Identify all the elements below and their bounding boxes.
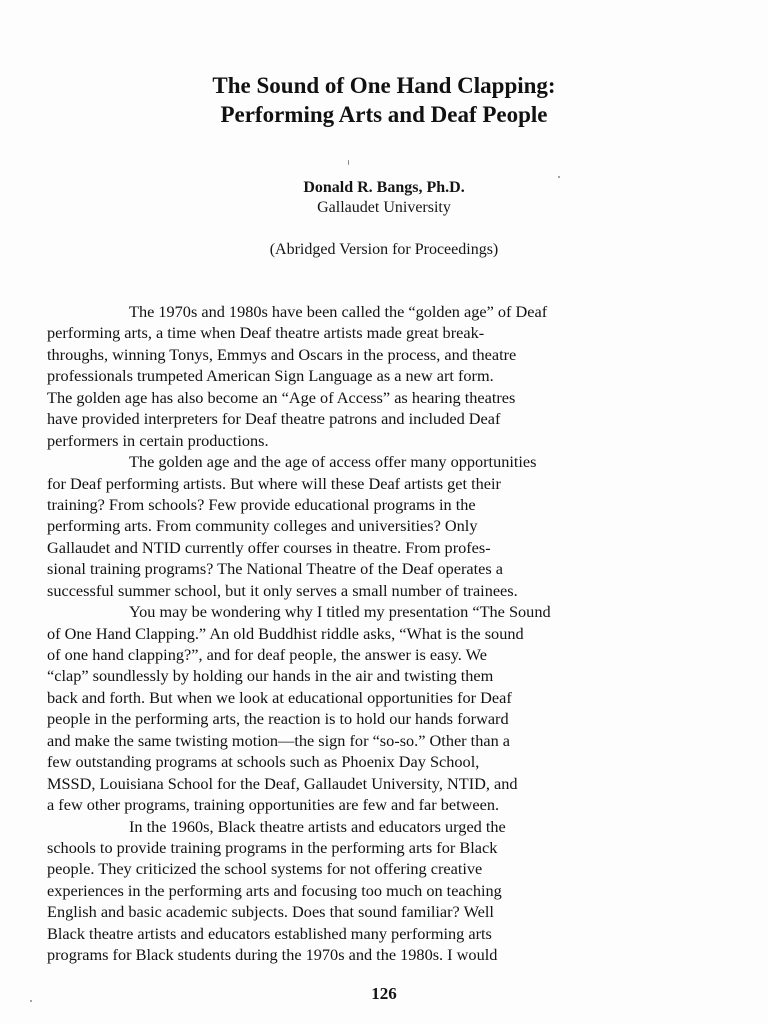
body-line: In the 1960s, Black theatre artists and educators urged the — [129, 816, 506, 836]
body-text — [47, 301, 711, 966]
body-line: professionals trumpeted American Sign Language as a new art form. — [47, 366, 494, 386]
version-note: (Abridged Version for Proceedings) — [269, 241, 499, 258]
body-line: programs for Black students during the 1970s and the 1980s. I would — [47, 945, 498, 965]
scan-speck — [348, 160, 349, 165]
body-line: experiences in the performing arts and focusing too much on teaching — [47, 880, 502, 900]
body-line: schools to provide training programs in the performing arts for Black — [47, 837, 498, 857]
body-line: people. They criticized the school systems for not offering creative — [47, 859, 483, 879]
body-line: a few other programs, training opportunities are few and far between. — [47, 795, 500, 815]
body-line: You may be wondering why I titled my presentation “The Sound — [129, 602, 551, 622]
body-line: few outstanding programs at schools such as Phoenix Day School, — [47, 752, 480, 772]
scan-speck — [558, 176, 560, 178]
body-line: people in the performing arts, the reaction is to hold our hands forward — [47, 709, 509, 729]
body-line: The 1970s and 1980s have been called the “golden age” of Deaf — [129, 302, 548, 321]
body-line: The golden age and the age of access offer many opportunities — [129, 452, 537, 472]
author-affiliation: Gallaudet University — [317, 199, 451, 216]
body-line: The golden age has also become an “Age of Access” as hearing theatres — [47, 387, 516, 407]
body-line: training? From schools? Few provide educational programs in the — [47, 494, 476, 514]
body-line: for Deaf performing artists. But where will these Deaf artists get their — [47, 473, 501, 493]
title-line-1: The Sound of One Hand Clapping: — [212, 73, 556, 98]
body-line: of One Hand Clapping.” An old Buddhist riddle asks, “What is the sound — [47, 623, 524, 643]
body-line: performing arts. From community colleges and universities? Only — [47, 516, 478, 536]
scan-speck — [30, 1000, 32, 1002]
body-line: “clap” soundlessly by holding our hands in the air and twisting them — [47, 666, 494, 686]
body-line: Black theatre artists and educators established many performing arts — [47, 923, 492, 943]
body-line: and make the same twisting motion—the sign for “so-so.” Other than a — [47, 730, 511, 750]
page-number: 126 — [371, 984, 397, 1003]
body-line: sional training programs? The National Theatre of the Deaf operates a — [47, 559, 504, 579]
body-line: Gallaudet and NTID currently offer courses in theatre. From profes- — [47, 537, 491, 557]
body-line: have provided interpreters for Deaf theatre patrons and included Deaf — [47, 409, 501, 429]
body-line: successful summer school, but it only serves a small number of trainees. — [47, 580, 518, 600]
body-line: throughs, winning Tonys, Emmys and Oscars in the process, and theatre — [47, 344, 517, 364]
body-line: MSSD, Louisiana School for the Deaf, Gallaudet University, NTID, and — [47, 773, 518, 793]
body-line: English and basic academic subjects. Does that sound familiar? Well — [47, 902, 494, 922]
author-name: Donald R. Bangs, Ph.D. — [303, 179, 465, 196]
body-line: performers in certain productions. — [47, 430, 269, 450]
body-line: of one hand clapping?”, and for deaf people, the answer is easy. We — [47, 645, 487, 664]
title-line-2: Performing Arts and Deaf People — [220, 102, 548, 127]
body-line: back and forth. But when we look at educational opportunities for Deaf — [47, 687, 512, 707]
body-line: performing arts, a time when Deaf theatre artists made great break- — [47, 323, 485, 343]
